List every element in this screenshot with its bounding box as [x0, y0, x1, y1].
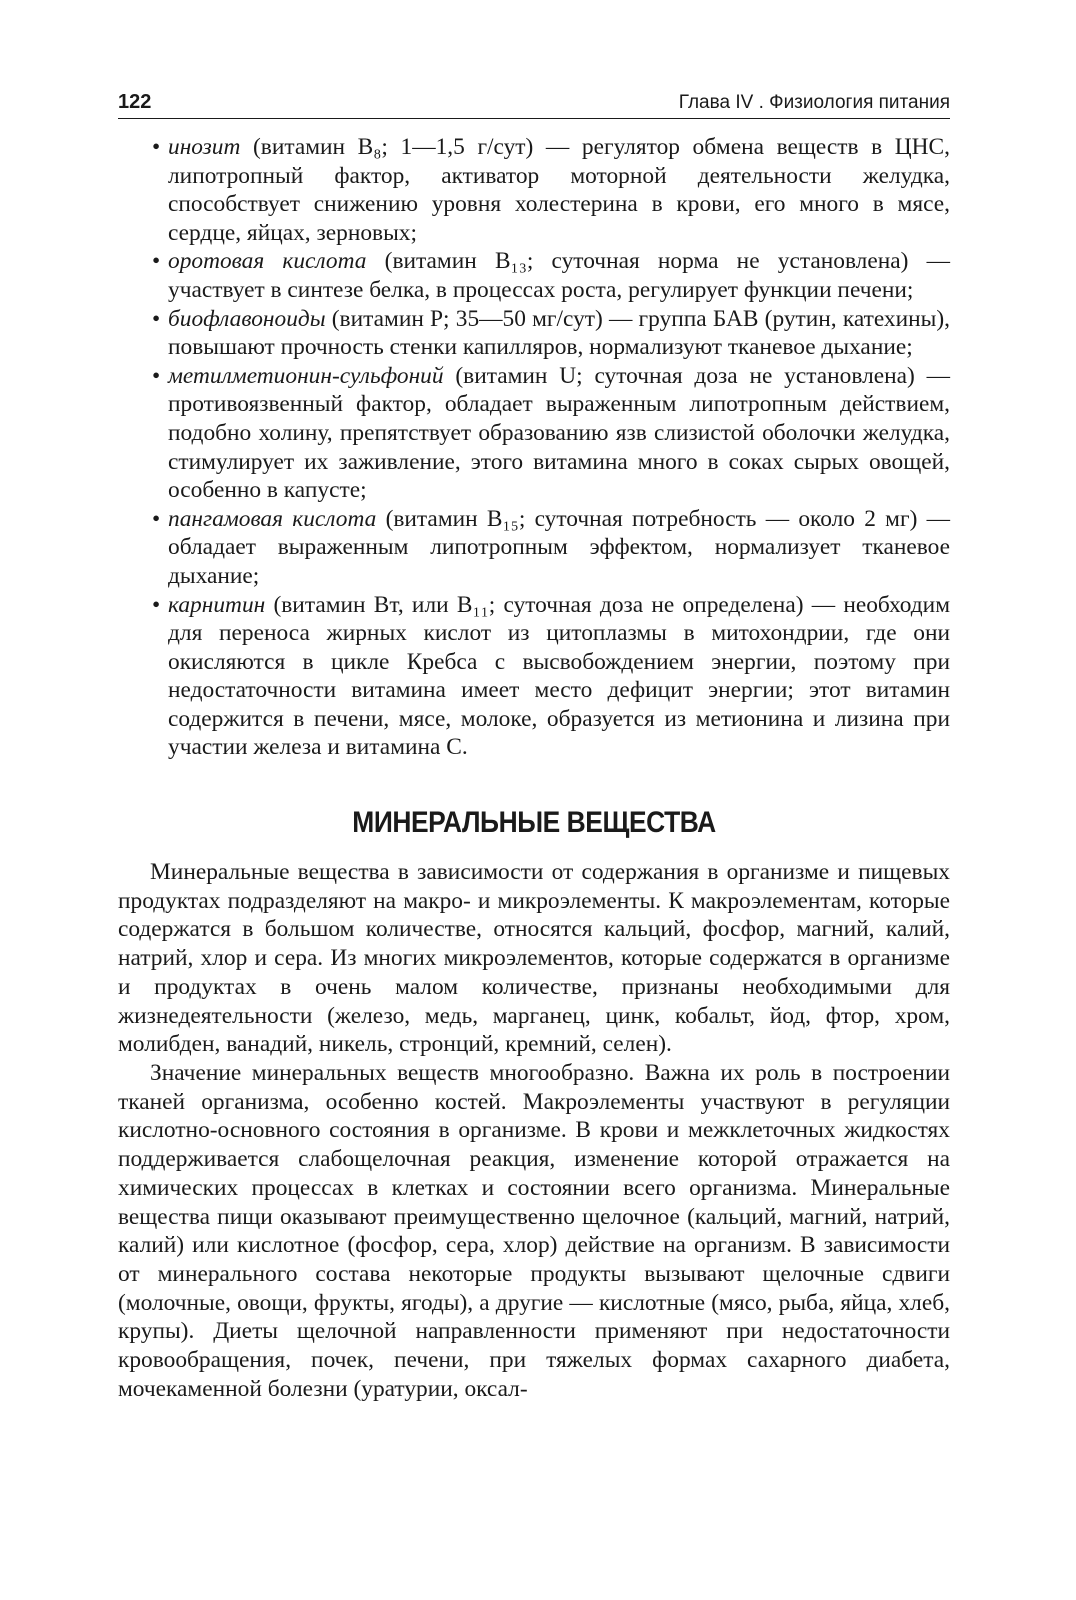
term: оротовая кислота — [168, 248, 367, 275]
item-text: (витамин B₈; 1—1,5 г/сут) — регулятор обмена веществ в ЦНС, липотропный фактор, активатор моторной деятельности желудка, способствует снижению уровня холестерина в крови, его много в мясе, сердце, яйцах, зерновых; — [168, 134, 950, 246]
list-item-orotic-acid — [118, 247, 950, 304]
bullet-icon: • — [152, 134, 161, 160]
vitamin-list — [118, 133, 950, 762]
paragraph: Минеральные вещества в зависимости от содержания в организме и пищевых продуктах подразделяют на макро- и микроэлементы. К макроэлементам, которые содержатся в большом количестве, относятся кальций, фосфор, магний, калий, натрий, хлор и сера. Из многих микроэлементов, которые содержатся в организме и продуктах в очень малом количестве, признаны необходимыми для жизнедеятельности (железо, медь, марганец, цинк, кобальт, йод, фтор, хром, молибден, ванадий, никель, стронций, кремний, селен). — [118, 859, 950, 1058]
term: карнитин — [168, 591, 266, 618]
bullet-icon: • — [152, 305, 161, 332]
bullet-icon: • — [152, 248, 161, 275]
list-item-inositol — [118, 133, 950, 247]
list-item-bioflavonoids — [118, 305, 950, 362]
item-text: (витамин P; 35—50 мг/сут) — группа БАВ (рутин, катехины), повышают прочность стенки капилляров, нормализуют тканевое дыхание; — [168, 305, 950, 361]
list-item-methylmethionine — [118, 362, 950, 505]
item-text: (витамин Bт, или B₁₁; суточная доза не определена) — необходим для переноса жирных кислот из цитоплазмы в митохондрии, где они окисляются в цикле Кребса с высвобождением энергии, поэтому при недостаточности витамина имеет место дефицит энергии; этот витамин содержится в печени, мясе, молоке, образуется из метионина и лизина при участии железа и витамина C. — [168, 591, 950, 761]
running-header — [118, 80, 950, 119]
list-item-carnitine — [118, 591, 950, 763]
item-text: (витамин B₁₅; суточная потребность — около 2 мг) — обладает выраженным липотропным эффектом, нормализует тканевое дыхание; — [168, 505, 950, 589]
term: инозит — [168, 134, 241, 160]
list-item-pangamic-acid — [118, 505, 950, 591]
term: пангамовая кислота — [168, 505, 377, 532]
bullet-icon: • — [152, 591, 161, 618]
term: метилметионин-сульфоний — [168, 362, 444, 389]
item-text: (витамин B₁₃; суточная норма не установлена) — участвует в синтезе белка, в процессах роста, регулирует функции печени; — [168, 248, 950, 303]
term: биофлавоноиды — [168, 305, 326, 332]
chapter-title: Глава IV . Физиология питания — [678, 92, 950, 113]
bullet-icon: • — [152, 505, 161, 532]
paragraph: Значение минеральных веществ многообразно. Важна их роль в построении тканей организма, особенно костей. Макроэлементы участвуют в регуляции кислотно-основного состояния в организме. В крови и межклеточных жидкостях поддерживается слабощелочная реакция, изменение которой отражается на химических процессах в клетках и состоянии всего организма. Минеральные вещества пищи оказывают преимущественно щелочное (кальций, магний, натрий, калий) или кислотное (фосфор, сера, хлор) действие на организм. В зависимости от минерального состава некоторые продукты вызывают щелочные сдвиги (молочные, овощи, фрукты, ягоды), а другие — кислотные (мясо, рыба, яйца, хлеб, крупы). Диеты щелочной направленности применяют при недостаточности кровообращения, почек, печени, при тяжелых формах сахарного диабета, мочекаменной болезни (уратурии, оксал- — [118, 1059, 950, 1402]
book-page — [118, 80, 950, 1403]
item-text: (витамин U; суточная доза не установлена) — противоязвенный фактор, обладает выраженным липотропным действием, подобно холину, препятствует образованию язв слизистой оболочки желудка, стимулирует их заживление, этого витамина много в соках сырых овощей, особенно в капусте; — [168, 362, 950, 504]
page-number: 122 — [118, 91, 152, 113]
section-heading: МИНЕРАЛЬНЫЕ ВЕЩЕСТВА — [352, 806, 716, 840]
bullet-icon: • — [152, 362, 161, 389]
